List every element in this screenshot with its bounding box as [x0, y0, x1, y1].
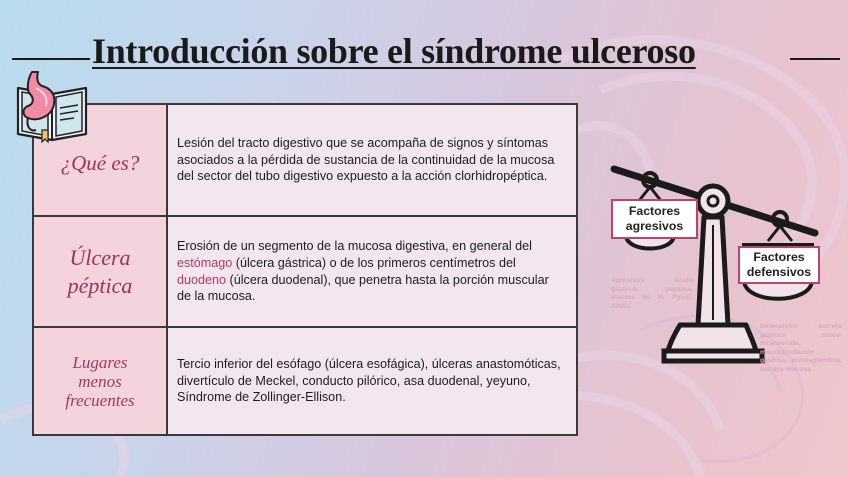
text-segment: (úlcera duodenal), que penetra hasta la porción muscular de la mucosa. — [177, 272, 549, 304]
header-line: Úlcera — [69, 244, 131, 270]
row-description — [168, 105, 576, 215]
text-segment: Erosión de un segmento de la mucosa digestiva, en general del — [177, 239, 532, 254]
label-line: Factores — [628, 204, 681, 218]
text-segment: (úlcera gástrica) o de los primeros centímetros del — [232, 255, 516, 270]
highlight-estomago: estómago — [177, 255, 233, 270]
header-line: péptica — [67, 272, 133, 298]
row-description — [168, 217, 576, 326]
label-line: Factores — [753, 250, 805, 264]
row-header-lugares-menos-frecuentes — [34, 328, 168, 434]
factores-agresivos-label — [611, 199, 698, 239]
page-title: Introducción sobre el síndrome ulceroso — [92, 31, 696, 71]
agresivos-note: Agresivos: ácido gástrico, pepsina, efectos de H. Pylori, AINEs — [611, 277, 693, 310]
title-bar — [0, 30, 848, 74]
header-line: Lugares — [72, 352, 128, 372]
title-right-rule — [790, 58, 840, 60]
description-text — [177, 238, 564, 304]
factores-defensivos-label — [738, 246, 820, 284]
highlight-duodeno: duodeno — [177, 272, 227, 287]
row-header-que-es: ¿Qué es? — [34, 105, 168, 215]
title-left-rule — [12, 58, 90, 60]
header-line: menos — [78, 371, 122, 391]
info-table — [32, 103, 578, 436]
table-row — [34, 105, 576, 217]
description-text: Tercio inferior del esófago (úlcera esofágica), úlceras anastomóticas, divertículo de Meckel, conducto pilórico, asa duodenal, yeyuno, Síndrome de Zollinger-Ellison. — [177, 357, 561, 405]
description-text: Lesión del tracto digestivo que se acompaña de signos y síntomas asociados a la pérdida de sustancia de la continuidad de la mucosa del sector del tubo digestivo expuesto a la acción clorhidropéptica. — [177, 136, 555, 184]
label-line: agresivos — [625, 219, 684, 233]
table-row — [34, 217, 576, 328]
table-row — [34, 328, 576, 434]
row-description — [168, 328, 576, 434]
defensivos-note: Defensivos: barrera gástrica moco-bicarbonato, microcirculación gástrica, prostaglandina, barrera mucosa — [760, 323, 842, 373]
label-line: defensivos — [746, 265, 812, 279]
row-header-ulcera-peptica — [34, 217, 168, 326]
header-line: frecuentes — [65, 390, 135, 410]
stomach-book-icon — [12, 68, 92, 144]
